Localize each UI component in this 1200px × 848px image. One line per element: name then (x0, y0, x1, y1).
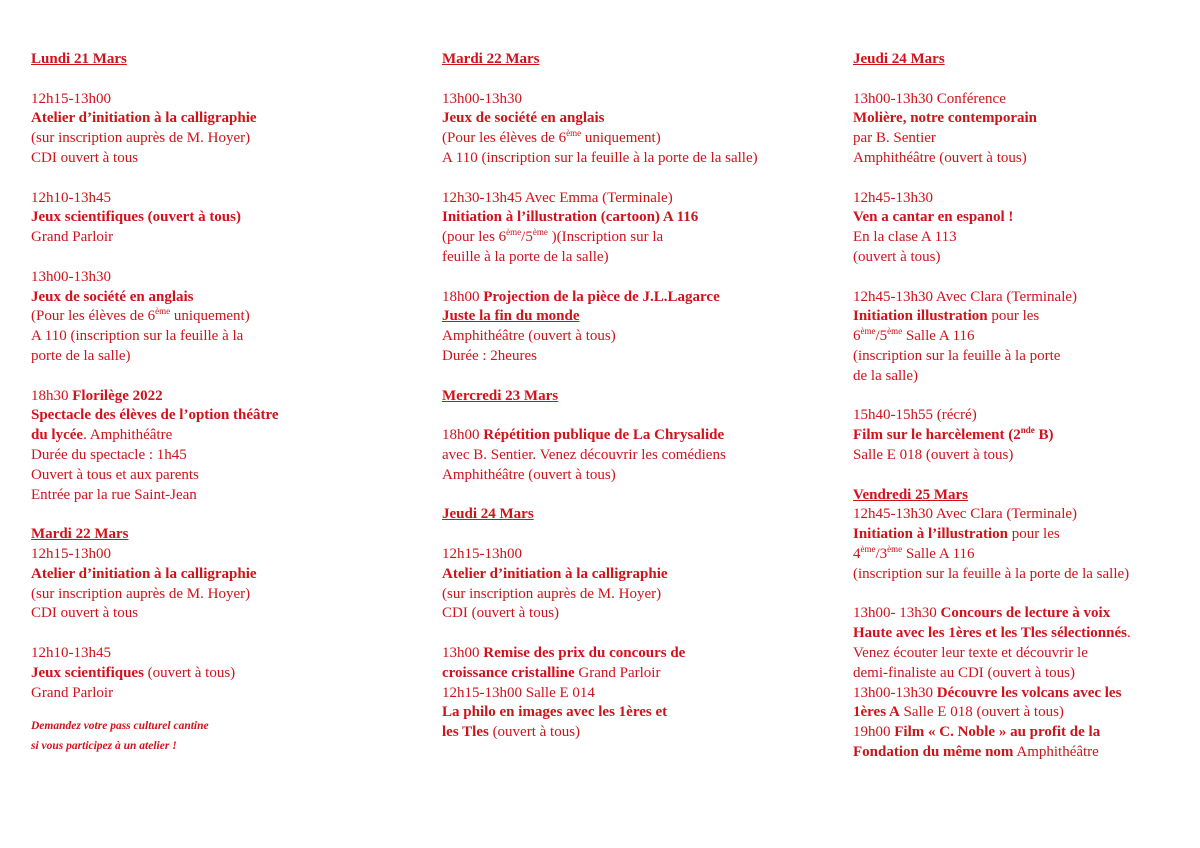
event-time: 12h15-13h00 Salle E 014 (442, 684, 595, 701)
event-title: Film « C. Noble » au profit de la (894, 724, 1101, 741)
event-illustration (442, 189, 822, 268)
event-time: 13h00-13h30 Conférence (853, 90, 1006, 107)
day-heading: Jeudi 24 Mars (853, 51, 945, 67)
event-title: Atelier d’initiation à la calligraphie (31, 565, 257, 582)
event-title: Ven a cantar en espanol ! (853, 209, 1014, 226)
event-jeux-anglais (442, 90, 822, 169)
event-location: A 110 (inscription sur la feuille à la (31, 328, 244, 345)
event-location: A 110 (inscription sur la feuille à la porte de la salle) (442, 149, 758, 166)
event-location: En la clase A 113 (853, 229, 957, 246)
event-location: Amphithéâtre (ouvert à tous) (442, 328, 616, 345)
event-title: Initiation illustration (853, 308, 988, 325)
event-time: 12h15-13h00 (31, 90, 111, 107)
event-time: 13h00-13h30 (442, 90, 522, 107)
event-time: 12h45-13h30 Avec Clara (Terminale) (853, 506, 1078, 523)
event-cantar (853, 189, 1193, 268)
event-time: 12h15-13h00 (442, 545, 522, 562)
event-film-noble: 19h00 Film « C. Noble » au profit de la Fondation du même nom Amphithéâtre (853, 724, 1101, 760)
event-conference (853, 90, 1193, 169)
day-heading: Jeudi 24 Mars (442, 506, 534, 523)
event-title: Film sur le harcèlement (2nde B) (853, 425, 1054, 444)
event-title: Atelier d’initiation à la calligraphie (31, 110, 257, 127)
event-location: Amphithéâtre (ouvert à tous) (442, 466, 616, 483)
event-time: 12h45-13h30 (853, 189, 933, 206)
event-detail: par B. Sentier (853, 130, 936, 147)
event-location: demi-finaliste au CDI (ouvert à tous) (853, 664, 1076, 681)
event-title: Jeux scientifiques (ouvert à tous) (31, 209, 241, 226)
event-location: Salle E 018 (ouvert à tous) (853, 446, 1014, 463)
event-detail: (inscription sur la feuille à la porte (853, 347, 1061, 364)
event-time: 13h00-13h30 (853, 684, 937, 701)
event-time: 19h00 (853, 724, 895, 741)
event-title: Jeux scientifiques (31, 664, 144, 681)
event-detail: de la salle) (853, 367, 918, 384)
event-title: Concours de lecture à voix (940, 605, 1111, 622)
event-detail: avec B. Sentier. Venez découvrir les comédiens (442, 446, 726, 463)
event-detail: 6ème/5ème Salle A 116 (853, 326, 975, 345)
event-detail: (Pour les élèves de 6ème uniquement) (31, 306, 250, 325)
event-detail: (ouvert à tous) (853, 248, 941, 265)
event-illustration: 12h45-13h30 Avec Clara (Terminale) Initiation à l’illustration pour les 4ème/3ème Salle A 116 (inscription sur la feuille à la porte de la salle) (853, 505, 1193, 584)
event-detail: Venez écouter leur texte et découvrir le (853, 644, 1088, 661)
event-calligraphie (442, 545, 822, 624)
column-3 (853, 50, 1193, 763)
event-title: Atelier d’initiation à la calligraphie (442, 565, 668, 582)
event-time: 12h10-13h45 (31, 644, 111, 661)
event-title: Initiation à l’illustration (cartoon) A 116 (442, 209, 699, 226)
event-detail: Ouvert à tous et aux parents (31, 466, 199, 483)
column-1 (31, 50, 401, 757)
day-heading: Mardi 22 Mars (442, 51, 540, 67)
event-detail: (pour les 6ème/5ème )(Inscription sur la (442, 227, 664, 246)
event-time: 13h00-13h30 (31, 268, 111, 285)
event-time: 15h40-15h55 (récré) (853, 407, 977, 424)
event-concours-lecture: 13h00- 13h30 Concours de lecture à voix Haute avec les 1ères et les Tles sélectionnés. Venez écouter leur texte et découvrir le demi-finaliste au CDI (ouvert à tous) (853, 604, 1193, 683)
event-title: Jeux de société en anglais (31, 288, 194, 305)
event-jeux-scientifiques: 12h10-13h45 Jeux scientifiques (ouvert à tous) Grand Parloir (31, 644, 401, 703)
event-duration: Durée : 2heures (442, 347, 537, 364)
event-detail: 4ème/3ème Salle A 116 (853, 543, 975, 562)
event-location: CDI ouvert à tous (31, 605, 139, 622)
event-time: 12h15-13h00 (31, 545, 111, 562)
event-detail: feuille à la porte de la salle) (442, 248, 609, 265)
event-projection (442, 288, 822, 367)
event-time: 12h30-13h45 Avec Emma (Terminale) (442, 189, 673, 206)
event-time: 18h30 (31, 387, 73, 404)
event-location: Amphithéâtre (ouvert à tous) (853, 149, 1027, 166)
column-2 (442, 50, 822, 743)
event-detail: (sur inscription auprès de M. Hoyer) (31, 585, 251, 602)
event-time: 12h10-13h45 (31, 189, 111, 206)
event-location: CDI ouvert à tous (31, 149, 139, 166)
event-time: 13h00- 13h30 (853, 605, 941, 622)
event-calligraphie (31, 90, 401, 169)
day-heading: Mardi 22 Mars (31, 526, 129, 543)
event-location: Grand Parloir (31, 684, 114, 701)
event-detail: (Pour les élèves de 6ème uniquement) (442, 128, 661, 147)
event-calligraphie (31, 545, 401, 624)
event-location: Grand Parloir (31, 229, 114, 246)
event-title: Remise des prix du concours de (483, 644, 686, 661)
event-remise-prix: 13h00 Remise des prix du concours de croissance cristalline Grand Parloir 12h15-13h00 Salle E 014 La philo en images avec les 1ères et les Tles (ouvert à tous) (442, 644, 822, 743)
event-film-harcelement (853, 406, 1193, 465)
event-jeux-anglais (31, 268, 401, 367)
event-title: Molière, notre contemporain (853, 110, 1037, 127)
event-detail: (sur inscription auprès de M. Hoyer) (31, 130, 251, 147)
event-title: La philo en images avec les 1ères et (442, 704, 668, 721)
event-title: Découvre les volcans avec les (936, 684, 1122, 701)
event-repetition (442, 426, 822, 485)
event-detail: (inscription sur la feuille à la porte de la salle) (853, 565, 1130, 582)
day-heading: Lundi 21 Mars (31, 51, 127, 67)
pass-culturel-note: Demandez votre pass culturel cantine si vous participez à un atelier ! (31, 720, 209, 753)
event-detail: (sur inscription auprès de M. Hoyer) (442, 585, 662, 602)
event-illustration: 12h45-13h30 Avec Clara (Terminale) Initiation illustration pour les 6ème/5ème Salle A 116 (inscription sur la feuille à la porte de la salle) (853, 288, 1193, 387)
event-location: CDI (ouvert à tous) (442, 605, 560, 622)
day-heading: Vendredi 25 Mars (853, 486, 969, 503)
event-detail: Entrée par la rue Saint-Jean (31, 486, 197, 503)
event-time: 12h45-13h30 Avec Clara (Terminale) (853, 288, 1078, 305)
event-florilege: 18h30 Florilège 2022 Spectacle des élèves de l’option théâtre du lycée. Amphithéâtre Durée du spectacle : 1h45 Ouvert à tous et aux parents Entrée par la rue Saint-Jean (31, 387, 401, 506)
event-title: Répétition publique de La Chrysalide (483, 427, 725, 444)
event-title: Florilège 2022 (72, 387, 163, 404)
day-heading: Mercredi 23 Mars (442, 387, 559, 404)
event-duration: Durée du spectacle : 1h45 (31, 446, 187, 463)
event-title: Initiation à l’illustration (853, 526, 1009, 543)
event-location-cont: porte de la salle) (31, 347, 131, 364)
play-title: Juste la fin du monde (442, 308, 580, 325)
event-volcans: 13h00-13h30 Découvre les volcans avec les 1ères A Salle E 018 (ouvert à tous) (853, 684, 1122, 721)
event-title: Jeux de société en anglais (442, 110, 605, 127)
event-time: 13h00 (442, 644, 484, 661)
event-time: 18h00 (442, 288, 484, 305)
event-title: Projection de la pièce de J.L.Lagarce (483, 288, 720, 305)
event-subtitle: Spectacle des élèves de l’option théâtre (31, 407, 279, 424)
event-jeux-scientifiques (31, 189, 401, 248)
event-time: 18h00 (442, 427, 484, 444)
